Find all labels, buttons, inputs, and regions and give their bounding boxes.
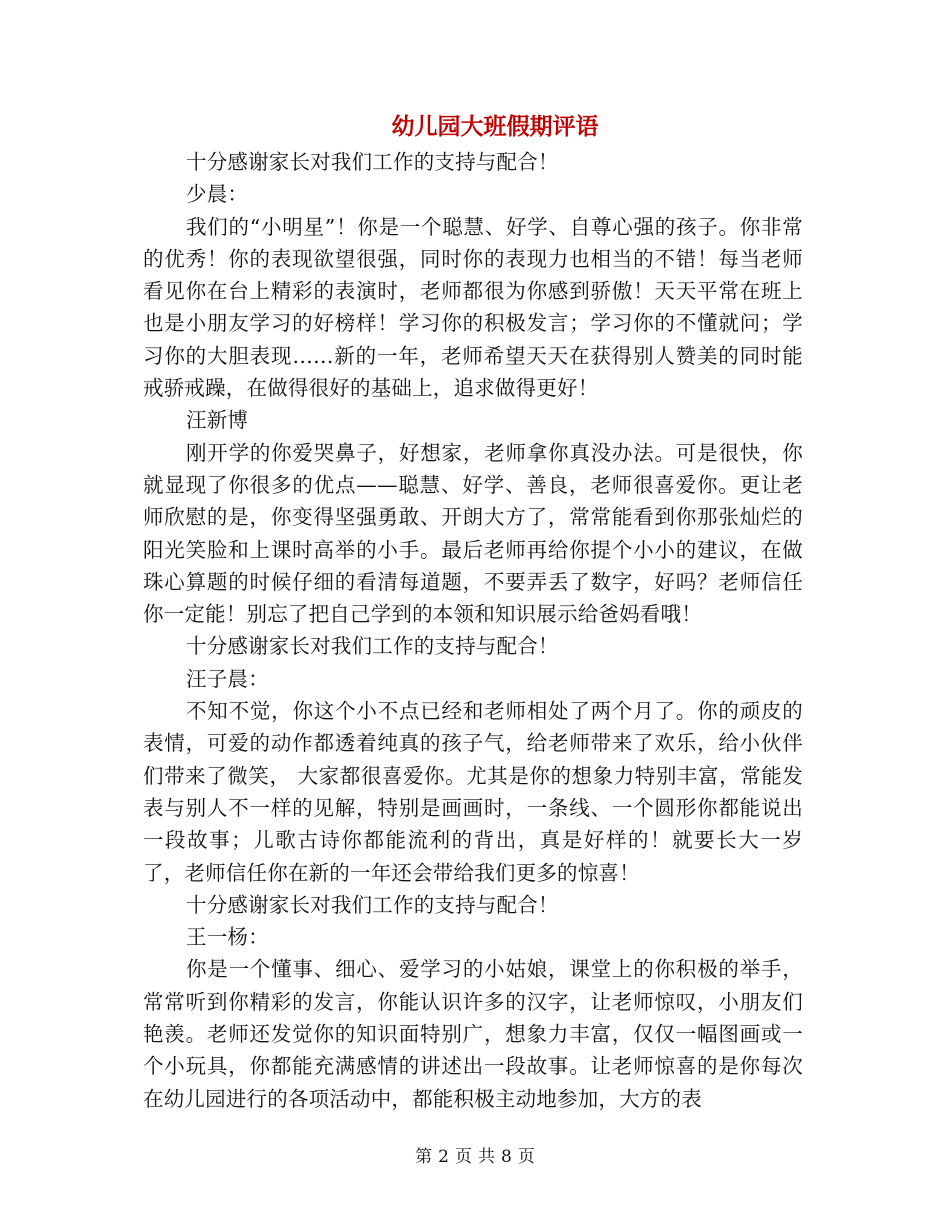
paragraph-name-shaochen: 少晨： (186, 182, 249, 207)
paragraph-name-wangxinbo: 汪新博 (186, 408, 249, 433)
document-page (143, 108, 803, 1115)
page-footer (0, 1145, 950, 1169)
footer-total-pages: 8 (501, 1147, 512, 1167)
paragraph-thanks-1: 十分感谢家长对我们工作的支持与配合！ (186, 150, 559, 174)
footer-current-page: 2 (438, 1147, 449, 1167)
paragraph-thanks-2: 十分感谢家长对我们工作的支持与配合！ (186, 634, 559, 659)
footer-prefix: 第 (415, 1147, 433, 1167)
paragraph-comment-wangzichen: 不知不觉，你这个小不点已经和老师相处了两个月了。你的顽皮的表情，可爱的动作都透着纯真的孩子气，给老师带来了欢乐，给小伙伴们带来了微笑， 大家都很喜爱你。尤其是你的想象力特别丰富，常能发表与别人不一样的见解，特别是画画时，一条线、一个圆形你都能说出一段故事；儿歌古诗你都能流利的背出，真是好样的！就要长大一岁了，老师信任你在新的一年还会带给我们更多的惊喜！ (143, 699, 803, 885)
footer-total-label: 共 (478, 1147, 495, 1167)
paragraph-thanks-3: 十分感谢家长对我们工作的支持与配合！ (186, 892, 559, 917)
paragraph-name-wangzichen: 汪子晨： (186, 666, 269, 691)
footer-page-label: 页 (455, 1147, 472, 1167)
paragraph-comment-shaochen: 我们的“小明星”！你是一个聪慧、好学、自尊心强的孩子。你非常的优秀！你的表现欲望很强，同时你的表现力也相当的不错！每当老师看见你在台上精彩的表演时，老师都很为你感到骄傲！天天平常在班上也是小朋友学习的好榜样！学习你的积极发言；学习你的不懂就问；学习你的大胆表现……新的一年，老师希望天天在获得别人赞美的同时能戒骄戒躁，在做得很好的基础上，追求做得更好！ (143, 214, 803, 401)
footer-suffix: 页 (517, 1147, 535, 1167)
paragraph-comment-wangyiyang: 你是一个懂事、细心、爱学习的小姑娘，课堂上的你积极的举手，常常听到你精彩的发言，你能认识许多的汉字，让老师惊叹，小朋友们艳羡。老师还发觉你的知识面特别广，想象力丰富，仅仅一幅图画或一个小玩具，你都能充满感情的讲述出一段故事。让老师惊喜的是你每次在幼儿园进行的各项活动中，都能积极主动地参加，大方的表 (143, 957, 803, 1111)
paragraph-comment-wangxinbo: 刚开学的你爱哭鼻子，好想家，老师拿你真没办法。可是很快，你就显现了你很多的优点——聪慧、好学、善良，老师很喜爱你。更让老师欣慰的是，你变得坚强勇敢、开朗大方了，常常能看到你那张灿烂的阳光笑脸和上课时高举的小手。最后老师再给你提个小小的建议，在做珠心算题的时候仔细的看清每道题，不要弄丢了数字，好吗？老师信任你一定能！别忘了把自己学到的本领和知识展示给爸妈看哦！ (143, 440, 803, 627)
document-title: 幼儿园大班假期评语 (391, 113, 599, 140)
paragraph-name-wangyiyang: 王一杨： (186, 925, 269, 950)
